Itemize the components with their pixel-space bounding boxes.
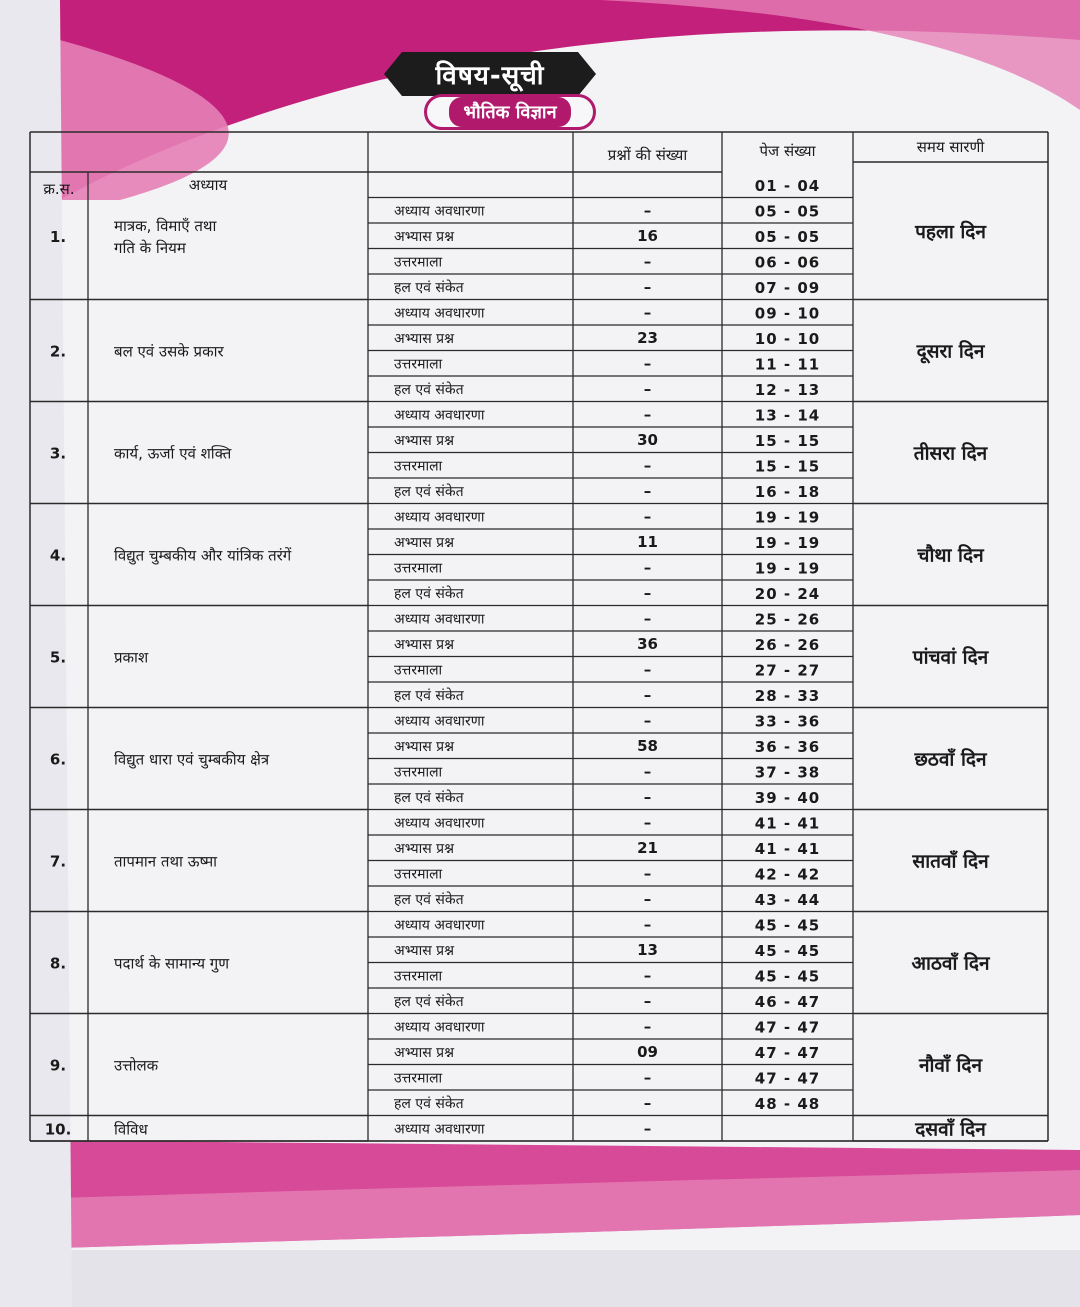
- question-count: 23: [637, 329, 658, 347]
- page-title: विषय-सूची: [435, 61, 545, 91]
- section-label: अभ्यास प्रश्न: [394, 433, 455, 449]
- page-range: 26 - 26: [754, 636, 821, 654]
- section-label: अध्याय अवधारणा: [394, 1019, 485, 1036]
- section-label: उत्तरमाला: [394, 968, 443, 985]
- chapter-number: 6.: [49, 750, 67, 769]
- section-label: अभ्यास प्रश्न: [394, 535, 455, 551]
- chapter-number: 8.: [49, 954, 67, 973]
- section-label: हल एवं संकेत: [394, 382, 464, 398]
- page-range: 45 - 45: [754, 967, 821, 986]
- section-label: अभ्यास प्रश्न: [394, 943, 455, 959]
- page-range: 07 - 09: [754, 279, 821, 297]
- section-label: अध्याय अवधारणा: [394, 305, 485, 322]
- subject-label: भौतिक विज्ञान: [449, 97, 570, 127]
- page-range: 12 - 13: [754, 381, 821, 399]
- chapter-title: गति के नियम: [114, 238, 186, 257]
- section-label: हल एवं संकेत: [394, 892, 464, 908]
- question-count: –: [643, 456, 652, 475]
- question-count: –: [643, 380, 652, 398]
- chapter-title: विद्युत धारा एवं चुम्बकीय क्षेत्र: [114, 750, 270, 769]
- section-label: अध्याय अवधारणा: [394, 1121, 485, 1138]
- question-count: –: [643, 609, 652, 628]
- section-label: अध्याय अवधारणा: [394, 713, 485, 730]
- section-label: हल एवं संकेत: [394, 280, 464, 296]
- page-range: 19 - 19: [754, 559, 821, 578]
- page-range: 05 - 05: [754, 202, 821, 221]
- section-label: उत्तरमाला: [394, 662, 443, 679]
- section-label: उत्तरमाला: [394, 866, 443, 883]
- section-label: हल एवं संकेत: [394, 484, 464, 500]
- section-label: अभ्यास प्रश्न: [394, 637, 455, 653]
- question-count: –: [643, 354, 652, 373]
- page-range: 47 - 47: [754, 1044, 821, 1062]
- question-count: 36: [637, 635, 658, 653]
- section-label: अध्याय अवधारणा: [394, 917, 485, 934]
- page-range: 19 - 19: [754, 508, 821, 527]
- chapter-title: पदार्थ के सामान्य गुण: [114, 954, 230, 973]
- question-count: –: [643, 1119, 652, 1138]
- schedule-day: दसवाँ दिन: [915, 1118, 986, 1141]
- schedule-day: तीसरा दिन: [913, 442, 988, 465]
- question-count: 16: [637, 227, 658, 245]
- page-range: 41 - 41: [754, 814, 821, 833]
- page-range: 39 - 40: [754, 789, 821, 807]
- question-count: –: [643, 405, 652, 424]
- page-range: 33 - 36: [754, 712, 821, 731]
- question-count: –: [643, 915, 652, 934]
- column-header-pages: पेज संख्या: [759, 142, 816, 160]
- chapter-title: विविध: [114, 1120, 148, 1139]
- schedule-day: सातवाँ दिन: [912, 850, 989, 873]
- chapter-number: 7.: [49, 852, 67, 871]
- page-range: 47 - 47: [754, 1018, 821, 1037]
- schedule-day: नौवाँ दिन: [918, 1054, 983, 1077]
- page-range: 09 - 10: [754, 304, 821, 323]
- question-count: –: [643, 992, 652, 1010]
- page-range: 27 - 27: [754, 661, 821, 680]
- page-range: 28 - 33: [754, 687, 821, 705]
- section-label: हल एवं संकेत: [394, 1096, 464, 1112]
- column-header-questions: प्रश्नों की संख्या: [607, 146, 688, 164]
- question-count: –: [643, 507, 652, 526]
- chapter-number: 3.: [49, 444, 67, 463]
- chapter-title: मात्रक, विमाएँ तथा: [114, 216, 217, 235]
- chapter-number: 4.: [49, 546, 67, 565]
- page-range: 19 - 19: [754, 534, 821, 552]
- question-count: –: [643, 1094, 652, 1112]
- section-label: उत्तरमाला: [394, 1070, 443, 1087]
- page-range: 43 - 44: [754, 891, 821, 909]
- page-range: 37 - 38: [754, 763, 821, 782]
- section-label: उत्तरमाला: [394, 254, 443, 271]
- section-label: अभ्यास प्रश्न: [394, 229, 455, 245]
- question-count: –: [643, 278, 652, 296]
- page-range: 05 - 05: [754, 228, 821, 246]
- section-label: अभ्यास प्रश्न: [394, 841, 455, 857]
- question-count: 13: [637, 941, 658, 959]
- section-label: अभ्यास प्रश्न: [394, 331, 455, 347]
- section-label: उत्तरमाला: [394, 764, 443, 781]
- page-range: 48 - 48: [754, 1095, 821, 1113]
- chapter-title: कार्य, ऊर्जा एवं शक्ति: [114, 444, 232, 463]
- question-count: –: [643, 303, 652, 322]
- section-label: उत्तरमाला: [394, 356, 443, 373]
- question-count: –: [643, 686, 652, 704]
- chapter-title: बल एवं उसके प्रकार: [114, 342, 224, 361]
- chapter-title: विद्युत चुम्बकीय और यांत्रिक तरंगें: [114, 546, 292, 565]
- section-label: अभ्यास प्रश्न: [394, 1045, 455, 1061]
- question-count: –: [643, 1068, 652, 1087]
- page-range: 01 - 04: [754, 177, 821, 195]
- page-range: 20 - 24: [754, 585, 821, 603]
- page-range: 13 - 14: [754, 406, 821, 425]
- question-count: 21: [637, 839, 658, 857]
- page-range: 42 - 42: [754, 865, 821, 884]
- page-range: 10 - 10: [754, 330, 821, 348]
- schedule-day: दूसरा दिन: [916, 340, 985, 363]
- page-range: 45 - 45: [754, 916, 821, 935]
- page-range: 46 - 47: [754, 993, 821, 1011]
- page-range: 47 - 47: [754, 1069, 821, 1088]
- column-header-schedule: समय सारणी: [916, 138, 985, 156]
- question-count: –: [643, 890, 652, 908]
- question-count: –: [643, 813, 652, 832]
- chapter-number: 10.: [44, 1120, 72, 1139]
- schedule-day: चौथा दिन: [917, 544, 984, 567]
- section-label: उत्तरमाला: [394, 458, 443, 475]
- question-count: 58: [637, 737, 658, 755]
- question-count: –: [643, 584, 652, 602]
- section-label: हल एवं संकेत: [394, 688, 464, 704]
- question-count: –: [643, 966, 652, 985]
- section-label: उत्तरमाला: [394, 560, 443, 577]
- section-label: अभ्यास प्रश्न: [394, 739, 455, 755]
- question-count: 30: [637, 431, 658, 449]
- question-count: –: [643, 201, 652, 220]
- schedule-day: पहला दिन: [915, 220, 986, 243]
- toc-table: [0, 112, 1080, 1182]
- section-label: हल एवं संकेत: [394, 586, 464, 602]
- section-label: अध्याय अवधारणा: [394, 815, 485, 832]
- page-range: 45 - 45: [754, 942, 821, 960]
- section-label: अध्याय अवधारणा: [394, 203, 485, 220]
- page-range: 36 - 36: [754, 738, 821, 756]
- chapter-number: 2.: [49, 342, 67, 361]
- section-label: अध्याय अवधारणा: [394, 509, 485, 526]
- question-count: 09: [637, 1043, 658, 1061]
- column-header-chapter: अध्याय: [188, 176, 228, 194]
- page-range: 16 - 18: [754, 483, 821, 501]
- section-label: हल एवं संकेत: [394, 994, 464, 1010]
- chapter-number: 1.: [49, 227, 67, 246]
- question-count: –: [643, 864, 652, 883]
- page-range: 25 - 26: [754, 610, 821, 629]
- question-count: –: [643, 1017, 652, 1036]
- schedule-day: छठवाँ दिन: [914, 748, 987, 771]
- question-count: –: [643, 762, 652, 781]
- page-range: 15 - 15: [754, 432, 821, 450]
- question-count: –: [643, 252, 652, 271]
- page-range: 11 - 11: [754, 355, 821, 374]
- chapter-title: उत्तोलक: [114, 1056, 159, 1075]
- question-count: –: [643, 711, 652, 730]
- chapter-title: प्रकाश: [114, 648, 149, 667]
- section-label: अध्याय अवधारणा: [394, 611, 485, 628]
- chapter-number: 5.: [49, 648, 67, 667]
- question-count: –: [643, 558, 652, 577]
- schedule-day: आठवाँ दिन: [911, 952, 990, 975]
- question-count: 11: [637, 533, 658, 551]
- question-count: –: [643, 660, 652, 679]
- section-label: अध्याय अवधारणा: [394, 407, 485, 424]
- question-count: –: [643, 482, 652, 500]
- column-header-sno: क्र.स.: [43, 180, 75, 198]
- chapter-title: तापमान तथा ऊष्मा: [114, 852, 218, 871]
- page-range: 15 - 15: [754, 457, 821, 476]
- section-label: हल एवं संकेत: [394, 790, 464, 806]
- question-count: –: [643, 788, 652, 806]
- page-range: 41 - 41: [754, 840, 821, 858]
- chapter-number: 9.: [49, 1056, 67, 1075]
- schedule-day: पांचवां दिन: [912, 646, 989, 669]
- page-range: 06 - 06: [754, 253, 821, 272]
